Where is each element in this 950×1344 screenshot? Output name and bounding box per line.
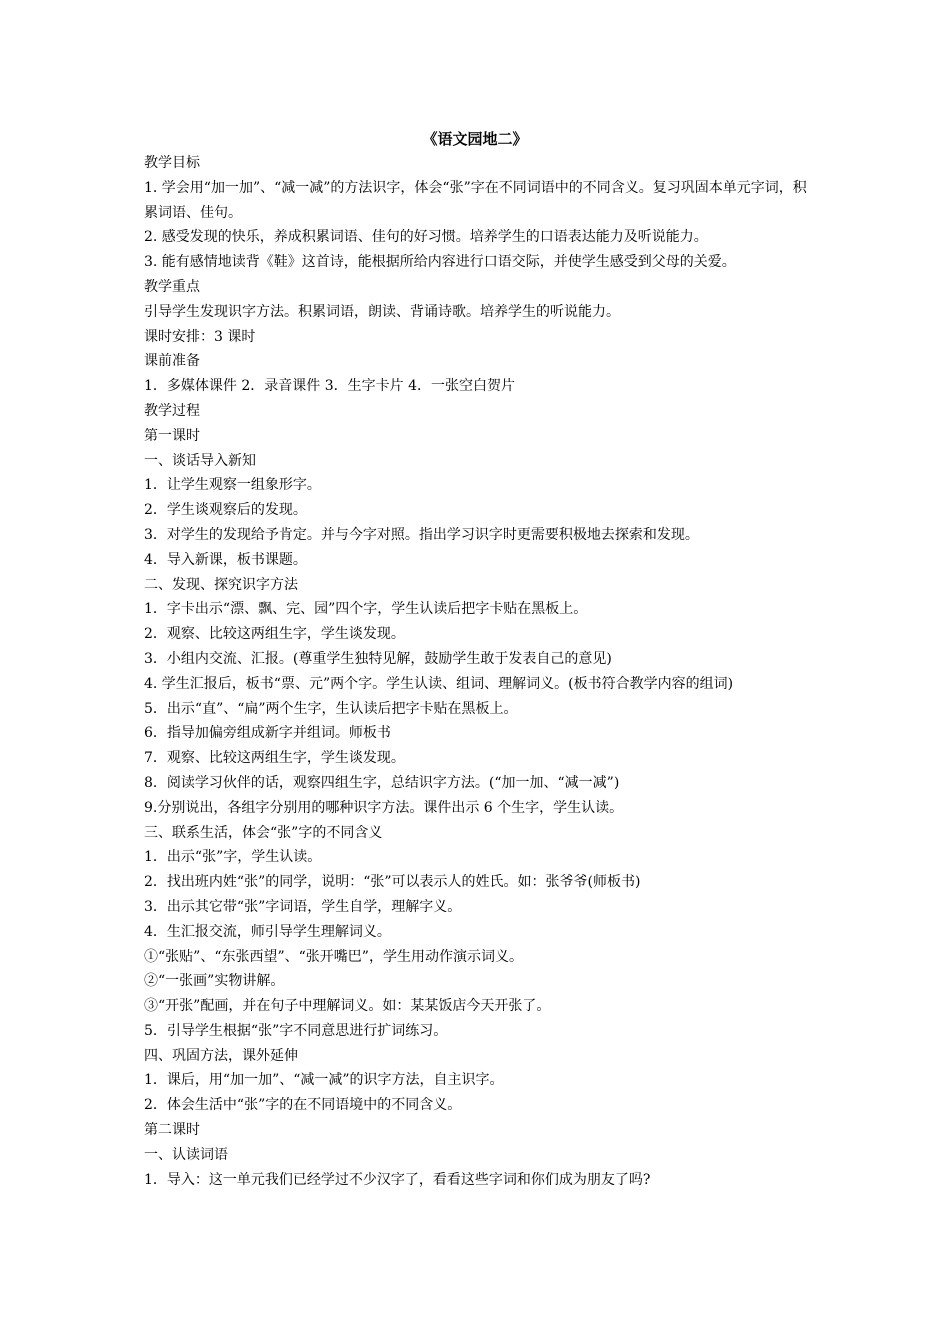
paragraph-line: ①“张贴”、“东张西望”、“张开嘴巴”，学生用动作演示词义。 xyxy=(144,948,523,965)
paragraph-line: 引导学生发现识字方法。积累词语，朗读、背诵诗歌。培养学生的听说能力。 xyxy=(144,303,620,320)
paragraph-line: 3．小组内交流、汇报。(尊重学生独特见解，鼓励学生敢于发表自己的意见) xyxy=(144,650,612,667)
paragraph-line: 3. 能有感情地读背《鞋》这首诗，能根据所给内容进行口语交际，并使学生感受到父母的关爱。 xyxy=(144,254,736,271)
paragraph-line: 1．课后，用“加一加”、“减一减”的识字方法，自主识字。 xyxy=(144,1072,504,1089)
paragraph-line: 2．体会生活中“张”字的在不同语境中的不同含义。 xyxy=(144,1097,462,1114)
paragraph-line: 教学目标 xyxy=(144,155,200,171)
paragraph-line: 4. 学生汇报后，板书“票、元”两个字。学生认读、组词、理解词义。(板书符合教学内容的组词) xyxy=(144,675,734,692)
paragraph-line: 3．对学生的发现给予肯定。并与今字对照。指出学习识字时更需要积极地去探索和发现。 xyxy=(144,526,699,543)
paragraph-line: 二、发现、探究识字方法 xyxy=(144,576,298,593)
document-title: 《语文园地二》 xyxy=(422,130,528,148)
paragraph-line: 课时安排：3 课时 xyxy=(144,328,256,345)
paragraph-line: 1．让学生观察一组象形字。 xyxy=(144,477,321,494)
paragraph-line: 一、认读词语 xyxy=(144,1146,228,1163)
paragraph-line: 课前准备 xyxy=(144,353,200,370)
paragraph-line: ②“一张画”实物讲解。 xyxy=(144,973,285,990)
paragraph-line: 四、巩固方法，课外延伸 xyxy=(144,1047,298,1064)
paragraph-line: ③“开张”配画，并在句子中理解词义。如：某某饭店今天开张了。 xyxy=(144,998,551,1015)
paragraph-line: 第一课时 xyxy=(144,427,200,444)
document-body xyxy=(144,151,820,1192)
paragraph-line: 一、谈话导入新知 xyxy=(144,452,256,469)
paragraph-line: 2．观察、比较这两组生字，学生谈发现。 xyxy=(144,626,405,643)
paragraph-line: 3．出示其它带“张”字词语，学生自学，理解字义。 xyxy=(144,898,462,915)
paragraph-line: 2．学生谈观察后的发现。 xyxy=(144,502,307,519)
paragraph-line: 6．指导加偏旁组成新字并组词。师板书 xyxy=(144,725,391,742)
paragraph-line: 7．观察、比较这两组生字，学生谈发现。 xyxy=(144,750,405,767)
paragraph-line: 三、联系生活，体会“张”字的不同含义 xyxy=(144,824,383,841)
paragraph-line: 5．出示“直”、“扁”两个生字，生认读后把字卡贴在黑板上。 xyxy=(144,700,518,717)
paragraph-line: 5．引导学生根据“张”字不同意思进行扩词练习。 xyxy=(144,1022,448,1039)
paragraph-line: 1．出示“张”字，学生认读。 xyxy=(144,849,322,866)
paragraph-line: 9.分别说出，各组字分别用的哪种识字方法。课件出示 6 个生字，学生认读。 xyxy=(144,799,624,816)
paragraph-line: 第二课时 xyxy=(144,1122,200,1139)
paragraph-line: 2．找出班内姓“张”的同学，说明：“张”可以表示人的姓氏。如：张爷爷(师板书) xyxy=(144,874,641,891)
paragraph-line: 2. 感受发现的快乐，养成积累词语、佳句的好习惯。培养学生的口语表达能力及听说能力。 xyxy=(144,229,708,246)
paragraph-line: 教学过程 xyxy=(144,402,200,419)
paragraph-line: 4．生汇报交流，师引导学生理解词义。 xyxy=(144,923,391,940)
paragraph-line: 8．阅读学习伙伴的话，观察四组生字，总结识字方法。(“加一加、“减一减”) xyxy=(144,774,620,791)
paragraph-line: 1. 学会用“加一加”、“减一减”的方法识字，体会“张”字在不同词语中的不同含义。复习巩固本单元字词，积累词语、佳句。 xyxy=(144,179,807,221)
paragraph-line: 1．多媒体课件 2．录音课件 3．生字卡片 4．一张空白贺片 xyxy=(144,378,515,395)
paragraph-line: 教学重点 xyxy=(144,278,200,295)
paragraph-line: 1．字卡出示“漂、飘、完、园”四个字，学生认读后把字卡贴在黑板上。 xyxy=(144,601,588,618)
paragraph-line: 4．导入新课，板书课题。 xyxy=(144,551,307,568)
paragraph-line: 1．导入：这一单元我们已经学过不少汉字了，看看这些字词和你们成为朋友了吗? xyxy=(144,1171,651,1188)
